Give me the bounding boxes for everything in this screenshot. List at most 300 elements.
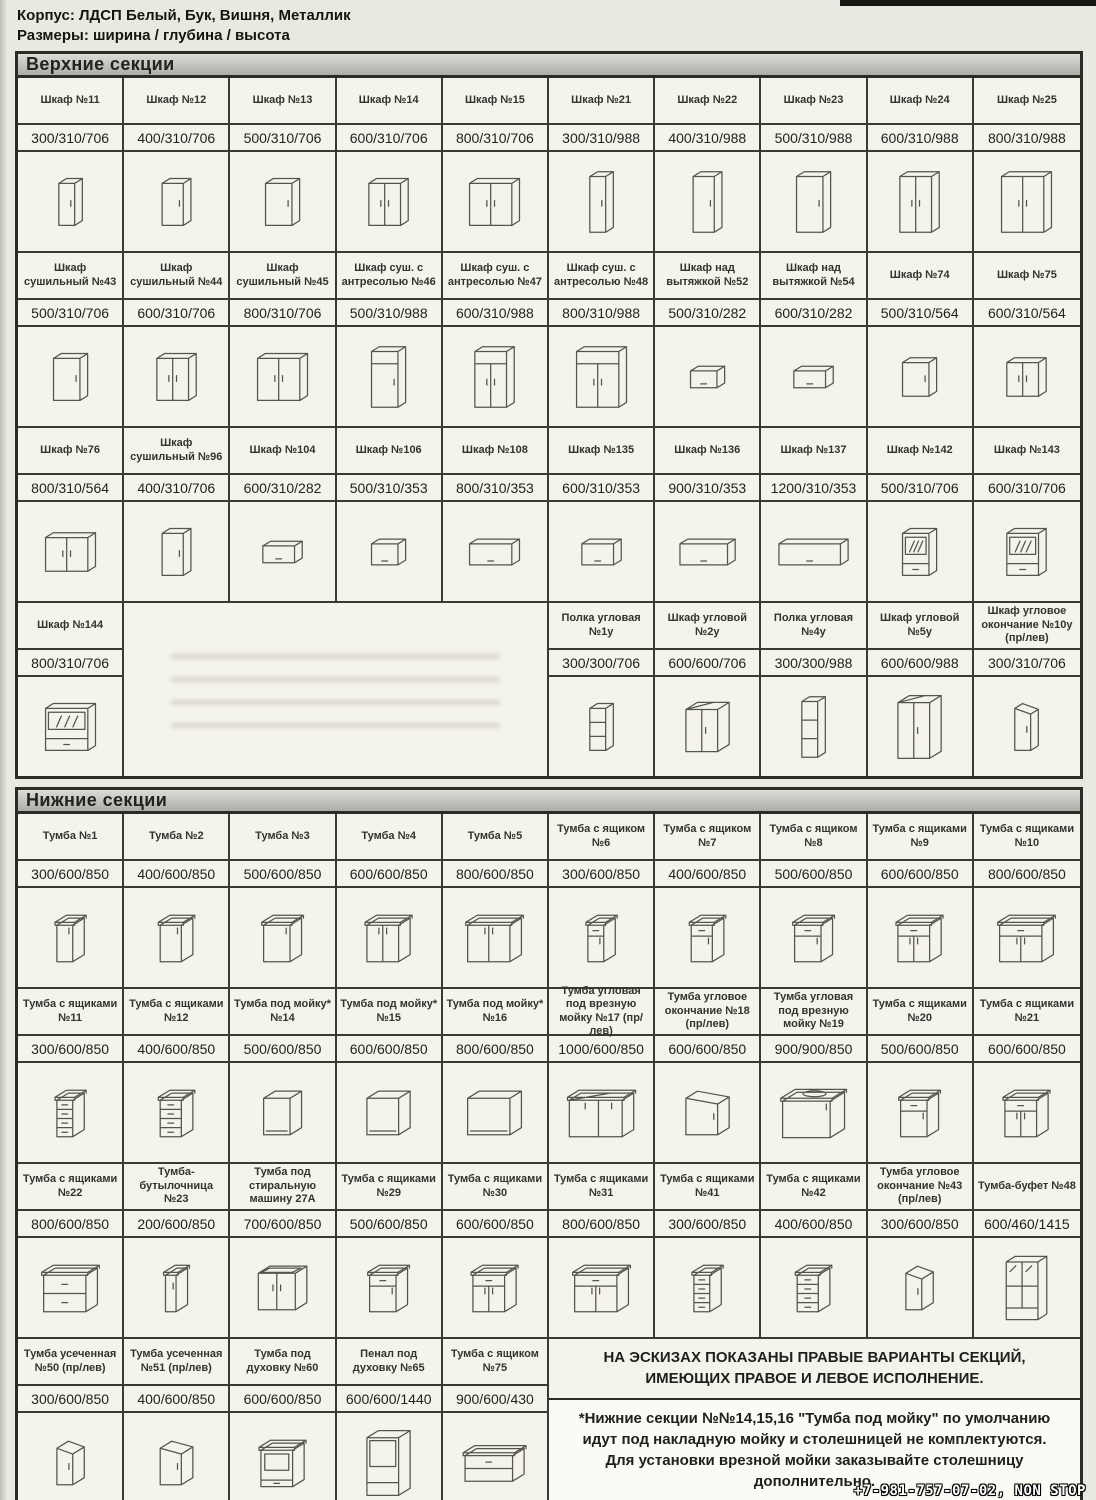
cabinet-cell — [443, 78, 549, 251]
cabinet-cell — [337, 253, 443, 426]
table-row — [18, 426, 1080, 601]
cabinet-cell — [761, 428, 867, 601]
cabinet-cell — [549, 428, 655, 601]
cabinet-dims: 500/600/850 — [868, 1036, 972, 1063]
cabinet-cell — [868, 428, 974, 601]
cabinet-dims: 800/310/706 — [443, 125, 547, 152]
cabinet-name: Тумба №3 — [230, 814, 334, 861]
cabinet-dims: 600/600/706 — [655, 650, 759, 677]
cabinet-sketch-icon — [655, 677, 759, 776]
cabinet-dims: 600/460/1415 — [974, 1211, 1080, 1238]
cabinet-dims: 200/600/850 — [124, 1211, 228, 1238]
cabinet-sketch-icon — [18, 1063, 122, 1162]
cabinet-dims: 800/600/850 — [18, 1211, 122, 1238]
cabinet-sketch-icon — [230, 1063, 334, 1162]
cabinet-dims: 900/900/850 — [761, 1036, 865, 1063]
cabinet-cell — [337, 428, 443, 601]
cabinet-cell — [18, 814, 124, 987]
cabinet-sketch-icon — [124, 1413, 228, 1500]
cabinet-dims: 400/600/850 — [761, 1211, 865, 1238]
cabinet-cell — [230, 1339, 336, 1500]
cabinet-sketch-icon — [655, 1063, 759, 1162]
cabinet-dims: 600/310/706 — [337, 125, 441, 152]
cabinet-cell — [443, 253, 549, 426]
cabinet-dims: 800/310/353 — [443, 475, 547, 502]
cabinet-name: Шкаф сушильный №45 — [230, 253, 334, 300]
cabinet-sketch-icon — [230, 327, 334, 426]
cabinet-dims: 800/600/850 — [443, 861, 547, 888]
cabinet-dims: 300/300/988 — [761, 650, 865, 677]
cabinet-sketch-icon — [124, 502, 228, 601]
cabinet-dims: 300/600/850 — [18, 1036, 122, 1063]
cabinet-cell — [974, 253, 1080, 426]
cabinet-sketch-icon — [18, 1413, 122, 1500]
cabinet-sketch-icon — [124, 1238, 228, 1337]
cabinet-cell — [655, 78, 761, 251]
cabinet-sketch-icon — [655, 152, 759, 251]
cabinet-cell — [443, 814, 549, 987]
cabinet-cell — [18, 253, 124, 426]
cabinet-sketch-icon — [230, 152, 334, 251]
cabinet-dims: 1000/600/850 — [549, 1036, 653, 1063]
cabinet-sketch-icon — [868, 1238, 972, 1337]
cabinet-sketch-icon — [761, 502, 865, 601]
cabinet-dims: 600/600/850 — [337, 1036, 441, 1063]
cabinet-sketch-icon — [549, 677, 653, 776]
cabinet-dims: 600/310/282 — [230, 475, 334, 502]
table-row — [18, 251, 1080, 426]
blank-merged-cell — [124, 603, 549, 776]
cabinet-dims: 500/600/850 — [337, 1211, 441, 1238]
table-row — [18, 984, 1080, 1162]
cabinet-cell — [124, 814, 230, 987]
cabinet-dims: 600/310/988 — [868, 125, 972, 152]
cabinet-sketch-icon — [868, 888, 972, 987]
cabinet-sketch-icon — [337, 1063, 441, 1162]
cabinet-cell — [868, 1164, 974, 1337]
cabinet-name: Тумба усеченная №51 (пр/лев) — [124, 1339, 228, 1386]
cabinet-dims: 500/600/850 — [761, 861, 865, 888]
cabinet-name: Шкаф №142 — [868, 428, 972, 475]
cabinet-dims: 300/600/850 — [18, 1386, 122, 1413]
cabinet-name: Тумба усеченная №50 (пр/лев) — [18, 1339, 122, 1386]
cabinet-name: Тумба с ящиком №6 — [549, 814, 653, 861]
cabinet-name: Шкаф сушильный №43 — [18, 253, 122, 300]
cabinet-dims: 600/600/850 — [655, 1036, 759, 1063]
cabinet-cell — [337, 78, 443, 251]
cabinet-cell — [974, 428, 1080, 601]
cabinet-name: Шкаф №11 — [18, 78, 122, 125]
cabinet-dims: 500/600/850 — [230, 1036, 334, 1063]
notes-cell — [549, 1339, 1080, 1500]
cabinet-cell — [868, 253, 974, 426]
cabinet-sketch-icon — [868, 1063, 972, 1162]
lower-section-title: Нижние секции — [18, 790, 1080, 814]
cabinet-dims: 400/310/706 — [124, 475, 228, 502]
cabinet-sketch-icon — [443, 152, 547, 251]
cabinet-cell — [655, 428, 761, 601]
cabinet-sketch-icon — [443, 888, 547, 987]
cabinet-name: Тумба угловое окончание №43 (пр/лев) — [868, 1164, 972, 1211]
cabinet-dims: 800/310/706 — [230, 300, 334, 327]
cabinet-name: Шкаф суш. с антресолью №47 — [443, 253, 547, 300]
header-line-corpus: Корпус: ЛДСП Белый, Бук, Вишня, Металлик — [17, 7, 351, 24]
upper-sections-grid — [18, 78, 1080, 776]
cabinet-dims: 600/310/282 — [761, 300, 865, 327]
cabinet-sketch-icon — [549, 502, 653, 601]
cabinet-sketch-icon — [974, 1238, 1080, 1337]
cabinet-dims: 800/310/564 — [18, 475, 122, 502]
cabinet-sketch-icon — [549, 327, 653, 426]
cabinet-sketch-icon — [337, 888, 441, 987]
cabinet-name: Тумба с ящиками №10 — [974, 814, 1080, 861]
cabinet-sketch-icon — [761, 677, 865, 776]
cabinet-dims: 800/600/850 — [549, 1211, 653, 1238]
cabinet-sketch-icon — [18, 1238, 122, 1337]
cabinet-dims: 600/310/706 — [974, 475, 1080, 502]
cabinet-cell — [230, 989, 336, 1162]
cabinet-cell — [124, 989, 230, 1162]
cabinet-cell — [549, 603, 655, 776]
cabinet-sketch-icon — [124, 327, 228, 426]
cabinet-sketch-icon — [18, 152, 122, 251]
cabinet-dims: 600/600/850 — [868, 861, 972, 888]
cabinet-cell — [18, 989, 124, 1162]
cabinet-sketch-icon — [18, 888, 122, 987]
cabinet-cell — [337, 814, 443, 987]
cabinet-name: Тумба угловая под врезную мойку №19 — [761, 989, 865, 1036]
cabinet-cell — [761, 253, 867, 426]
cabinet-dims: 400/310/988 — [655, 125, 759, 152]
note-right-left-variants: НА ЭСКИЗАХ ПОКАЗАНЫ ПРАВЫЕ ВАРИАНТЫ СЕКЦИЙ, ИМЕЮЩИХ ПРАВОЕ И ЛЕВОЕ ИСПОЛНЕНИЕ. — [549, 1339, 1080, 1400]
cabinet-name: Шкаф №24 — [868, 78, 972, 125]
cabinet-cell — [443, 989, 549, 1162]
cabinet-name: Тумба под мойку* №15 — [337, 989, 441, 1036]
cabinet-dims: 300/300/706 — [549, 650, 653, 677]
cabinet-cell — [974, 78, 1080, 251]
table-row — [18, 1162, 1080, 1337]
cabinet-sketch-icon — [18, 677, 122, 776]
lower-sections-table — [15, 787, 1083, 1500]
cabinet-cell — [443, 1339, 549, 1500]
cabinet-cell — [655, 253, 761, 426]
cabinet-name: Тумба с ящиком №8 — [761, 814, 865, 861]
cabinet-name: Тумба с ящиком №75 — [443, 1339, 547, 1386]
cabinet-sketch-icon — [655, 1238, 759, 1337]
cabinet-dims: 600/600/850 — [974, 1036, 1080, 1063]
cabinet-cell — [18, 1339, 124, 1500]
table-row — [18, 814, 1080, 987]
cabinet-name: Тумба №5 — [443, 814, 547, 861]
cabinet-name: Шкаф суш. с антресолью №46 — [337, 253, 441, 300]
cabinet-sketch-icon — [655, 327, 759, 426]
cabinet-name: Шкаф №15 — [443, 78, 547, 125]
cabinet-dims: 600/310/353 — [549, 475, 653, 502]
cabinet-cell — [443, 428, 549, 601]
cabinet-name: Шкаф №135 — [549, 428, 653, 475]
cabinet-dims: 1200/310/353 — [761, 475, 865, 502]
cabinet-cell — [124, 253, 230, 426]
cabinet-cell — [974, 603, 1080, 776]
cabinet-name: Шкаф №144 — [18, 603, 122, 650]
cabinet-dims: 300/310/988 — [549, 125, 653, 152]
cabinet-dims: 500/310/706 — [230, 125, 334, 152]
cabinet-sketch-icon — [230, 1238, 334, 1337]
cabinet-dims: 500/600/850 — [230, 861, 334, 888]
cabinet-dims: 400/600/850 — [124, 861, 228, 888]
table-row — [18, 1337, 1080, 1500]
cabinet-dims: 800/310/988 — [549, 300, 653, 327]
scan-edge-artifact — [840, 0, 1096, 6]
cabinet-cell — [124, 1164, 230, 1337]
cabinet-name: Тумба с ящиками №11 — [18, 989, 122, 1036]
cabinet-name: Шкаф №76 — [18, 428, 122, 475]
cabinet-sketch-icon — [549, 888, 653, 987]
cabinet-sketch-icon — [761, 327, 865, 426]
cabinet-name: Шкаф №23 — [761, 78, 865, 125]
cabinet-dims: 700/600/850 — [230, 1211, 334, 1238]
cabinet-name: Шкаф №137 — [761, 428, 865, 475]
cabinet-sketch-icon — [868, 327, 972, 426]
cabinet-name: Тумба с ящиками №41 — [655, 1164, 759, 1211]
cabinet-cell — [549, 814, 655, 987]
cabinet-sketch-icon — [974, 502, 1080, 601]
cabinet-cell — [868, 603, 974, 776]
cabinet-name: Тумба с ящиками №21 — [974, 989, 1080, 1036]
cabinet-dims: 500/310/706 — [868, 475, 972, 502]
cabinet-dims: 800/310/988 — [974, 125, 1080, 152]
cabinet-dims: 600/600/988 — [868, 650, 972, 677]
cabinet-dims: 800/600/850 — [974, 861, 1080, 888]
cabinet-name: Шкаф №22 — [655, 78, 759, 125]
cabinet-cell — [761, 78, 867, 251]
cabinet-sketch-icon — [974, 152, 1080, 251]
cabinet-name: Тумба с ящиком №7 — [655, 814, 759, 861]
upper-sections-table — [15, 51, 1083, 779]
cabinet-name: Шкаф угловое окончание №10у (пр/лев) — [974, 603, 1080, 650]
cabinet-name: Тумба №1 — [18, 814, 122, 861]
cabinet-name: Тумба под духовку №60 — [230, 1339, 334, 1386]
cabinet-name: Шкаф №25 — [974, 78, 1080, 125]
cabinet-sketch-icon — [337, 1413, 441, 1500]
cabinet-name: Шкаф №13 — [230, 78, 334, 125]
cabinet-sketch-icon — [337, 327, 441, 426]
phone-number: +7-981-757-07-02, NON STOP — [853, 1483, 1086, 1499]
cabinet-dims: 800/310/706 — [18, 650, 122, 677]
cabinet-cell — [124, 78, 230, 251]
cabinet-name: Тумба с ящиками №9 — [868, 814, 972, 861]
cabinet-dims: 500/310/282 — [655, 300, 759, 327]
cabinet-name: Тумба под мойку* №14 — [230, 989, 334, 1036]
cabinet-sketch-icon — [974, 1063, 1080, 1162]
cabinet-cell — [868, 78, 974, 251]
cabinet-cell — [761, 1164, 867, 1337]
cabinet-name: Тумба с ящиками №31 — [549, 1164, 653, 1211]
cabinet-sketch-icon — [655, 888, 759, 987]
cabinet-name: Шкаф №21 — [549, 78, 653, 125]
cabinet-dims: 300/600/850 — [549, 861, 653, 888]
cabinet-name: Шкаф сушильный №96 — [124, 428, 228, 475]
cabinet-cell — [230, 78, 336, 251]
cabinet-name: Шкаф №106 — [337, 428, 441, 475]
cabinet-name: Шкаф суш. с антресолью №48 — [549, 253, 653, 300]
cabinet-dims: 600/600/850 — [443, 1211, 547, 1238]
cabinet-dims: 600/310/706 — [124, 300, 228, 327]
cabinet-name: Тумба с ящиками №20 — [868, 989, 972, 1036]
cabinet-name: Тумба-бутылочница №23 — [124, 1164, 228, 1211]
cabinet-cell — [549, 1164, 655, 1337]
cabinet-sketch-icon — [974, 888, 1080, 987]
cabinet-cell — [18, 78, 124, 251]
cabinet-cell — [337, 1164, 443, 1337]
cabinet-sketch-icon — [761, 152, 865, 251]
cabinet-name: Шкаф №14 — [337, 78, 441, 125]
cabinet-sketch-icon — [230, 888, 334, 987]
cabinet-sketch-icon — [124, 1063, 228, 1162]
cabinet-dims: 900/600/430 — [443, 1386, 547, 1413]
cabinet-cell — [18, 428, 124, 601]
cabinet-dims: 300/600/850 — [868, 1211, 972, 1238]
cabinet-sketch-icon — [868, 502, 972, 601]
ghost-bleed-text — [171, 645, 501, 735]
cabinet-sketch-icon — [761, 1238, 865, 1337]
cabinet-name: Шкаф над вытяжкой №52 — [655, 253, 759, 300]
cabinet-cell — [337, 1339, 443, 1500]
cabinet-name: Шкаф №104 — [230, 428, 334, 475]
cabinet-cell — [337, 989, 443, 1162]
cabinet-sketch-icon — [974, 327, 1080, 426]
cabinet-cell — [868, 989, 974, 1162]
cabinet-cell — [655, 814, 761, 987]
cabinet-dims: 300/600/850 — [18, 861, 122, 888]
upper-section-title: Верхние секции — [18, 54, 1080, 78]
cabinet-sketch-icon — [337, 152, 441, 251]
cabinet-sketch-icon — [549, 1238, 653, 1337]
cabinet-cell — [549, 984, 655, 1162]
cabinet-name: Тумба с ящиками №29 — [337, 1164, 441, 1211]
cabinet-cell — [443, 1164, 549, 1337]
cabinet-name: Шкаф №143 — [974, 428, 1080, 475]
cabinet-name: Тумба с ящиками №30 — [443, 1164, 547, 1211]
cabinet-cell — [974, 989, 1080, 1162]
cabinet-sketch-icon — [655, 502, 759, 601]
cabinet-sketch-icon — [549, 1063, 653, 1162]
cabinet-name: Тумба под мойку* №16 — [443, 989, 547, 1036]
cabinet-dims: 500/310/988 — [761, 125, 865, 152]
cabinet-sketch-icon — [761, 1063, 865, 1162]
cabinet-name: Полка угловая №1у — [549, 603, 653, 650]
cabinet-name: Тумба-буфет №48 — [974, 1164, 1080, 1211]
cabinet-cell — [18, 1164, 124, 1337]
cabinet-dims: 400/600/850 — [124, 1036, 228, 1063]
table-row — [18, 601, 1080, 776]
cabinet-dims: 400/310/706 — [124, 125, 228, 152]
document-header — [17, 6, 1083, 45]
cabinet-dims: 300/310/706 — [974, 650, 1080, 677]
cabinet-cell — [761, 814, 867, 987]
cabinet-sketch-icon — [337, 1238, 441, 1337]
cabinet-sketch-icon — [549, 152, 653, 251]
cabinet-name: Тумба №4 — [337, 814, 441, 861]
cabinet-cell — [549, 253, 655, 426]
cabinet-dims: 600/310/988 — [443, 300, 547, 327]
cabinet-sketch-icon — [18, 327, 122, 426]
cabinet-sketch-icon — [868, 677, 972, 776]
header-line-sizes: Размеры: ширина / глубина / высота — [17, 26, 290, 44]
cabinet-dims: 500/310/353 — [337, 475, 441, 502]
cabinet-name: Шкаф №136 — [655, 428, 759, 475]
cabinet-sketch-icon — [337, 502, 441, 601]
cabinet-cell — [230, 814, 336, 987]
cabinet-cell — [868, 814, 974, 987]
cabinet-sketch-icon — [443, 502, 547, 601]
note-sink-cabinets: *Нижние секции №№14,15,16 "Тумба под мойку" по умолчанию идут под накладную мойку и столешницей не комплектуются. Для установки врезной мойки заказывайте столешницу дополнительно. — [549, 1400, 1080, 1500]
cabinet-dims: 800/600/850 — [443, 1036, 547, 1063]
cabinet-cell — [655, 989, 761, 1162]
cabinet-cell — [549, 78, 655, 251]
cabinet-cell — [124, 1339, 230, 1500]
cabinet-cell — [230, 253, 336, 426]
cabinet-name: Тумба с ящиками №22 — [18, 1164, 122, 1211]
cabinet-name: Шкаф над вытяжкой №54 — [761, 253, 865, 300]
lower-sections-grid — [18, 814, 1080, 1500]
table-row — [18, 78, 1080, 251]
cabinet-sketch-icon — [443, 327, 547, 426]
cabinet-dims: 600/600/850 — [230, 1386, 334, 1413]
cabinet-dims: 900/310/353 — [655, 475, 759, 502]
cabinet-sketch-icon — [443, 1413, 547, 1500]
cabinet-name: Шкаф №74 — [868, 253, 972, 300]
cabinet-name: Шкаф №12 — [124, 78, 228, 125]
cabinet-sketch-icon — [18, 502, 122, 601]
cabinet-cell — [974, 814, 1080, 987]
cabinet-dims: 600/600/1440 — [337, 1386, 441, 1413]
cabinet-dims: 300/600/850 — [655, 1211, 759, 1238]
cabinet-name: Тумба угловое окончание №18 (пр/лев) — [655, 989, 759, 1036]
cabinet-name: Шкаф №75 — [974, 253, 1080, 300]
cabinet-name: Шкаф угловой №2у — [655, 603, 759, 650]
cabinet-sketch-icon — [974, 677, 1080, 776]
cabinet-sketch-icon — [230, 1413, 334, 1500]
cabinet-dims: 600/600/850 — [337, 861, 441, 888]
cabinet-sketch-icon — [230, 502, 334, 601]
cabinet-name: Тумба угловая под врезную мойку №17 (пр/лев) — [549, 989, 653, 1036]
cabinet-name: Тумба под стиральную машину 27А — [230, 1164, 334, 1211]
cabinet-name: Полка угловая №4у — [761, 603, 865, 650]
cabinet-name: Тумба с ящиками №12 — [124, 989, 228, 1036]
cabinet-name: Пенал под духовку №65 — [337, 1339, 441, 1386]
cabinet-dims: 500/310/706 — [18, 300, 122, 327]
cabinet-cell — [18, 603, 124, 776]
cabinet-cell — [655, 1164, 761, 1337]
cabinet-sketch-icon — [124, 888, 228, 987]
cabinet-cell — [230, 428, 336, 601]
cabinet-dims: 500/310/564 — [868, 300, 972, 327]
cabinet-cell — [974, 1164, 1080, 1337]
cabinet-cell — [761, 989, 867, 1162]
cabinet-name: Тумба №2 — [124, 814, 228, 861]
cabinet-dims: 300/310/706 — [18, 125, 122, 152]
cabinet-sketch-icon — [868, 152, 972, 251]
cabinet-cell — [761, 603, 867, 776]
cabinet-sketch-icon — [124, 152, 228, 251]
cabinet-name: Тумба с ящиками №42 — [761, 1164, 865, 1211]
cabinet-dims: 500/310/988 — [337, 300, 441, 327]
cabinet-cell — [655, 603, 761, 776]
cabinet-dims: 400/600/850 — [124, 1386, 228, 1413]
cabinet-cell — [230, 1164, 336, 1337]
cabinet-dims: 400/600/850 — [655, 861, 759, 888]
